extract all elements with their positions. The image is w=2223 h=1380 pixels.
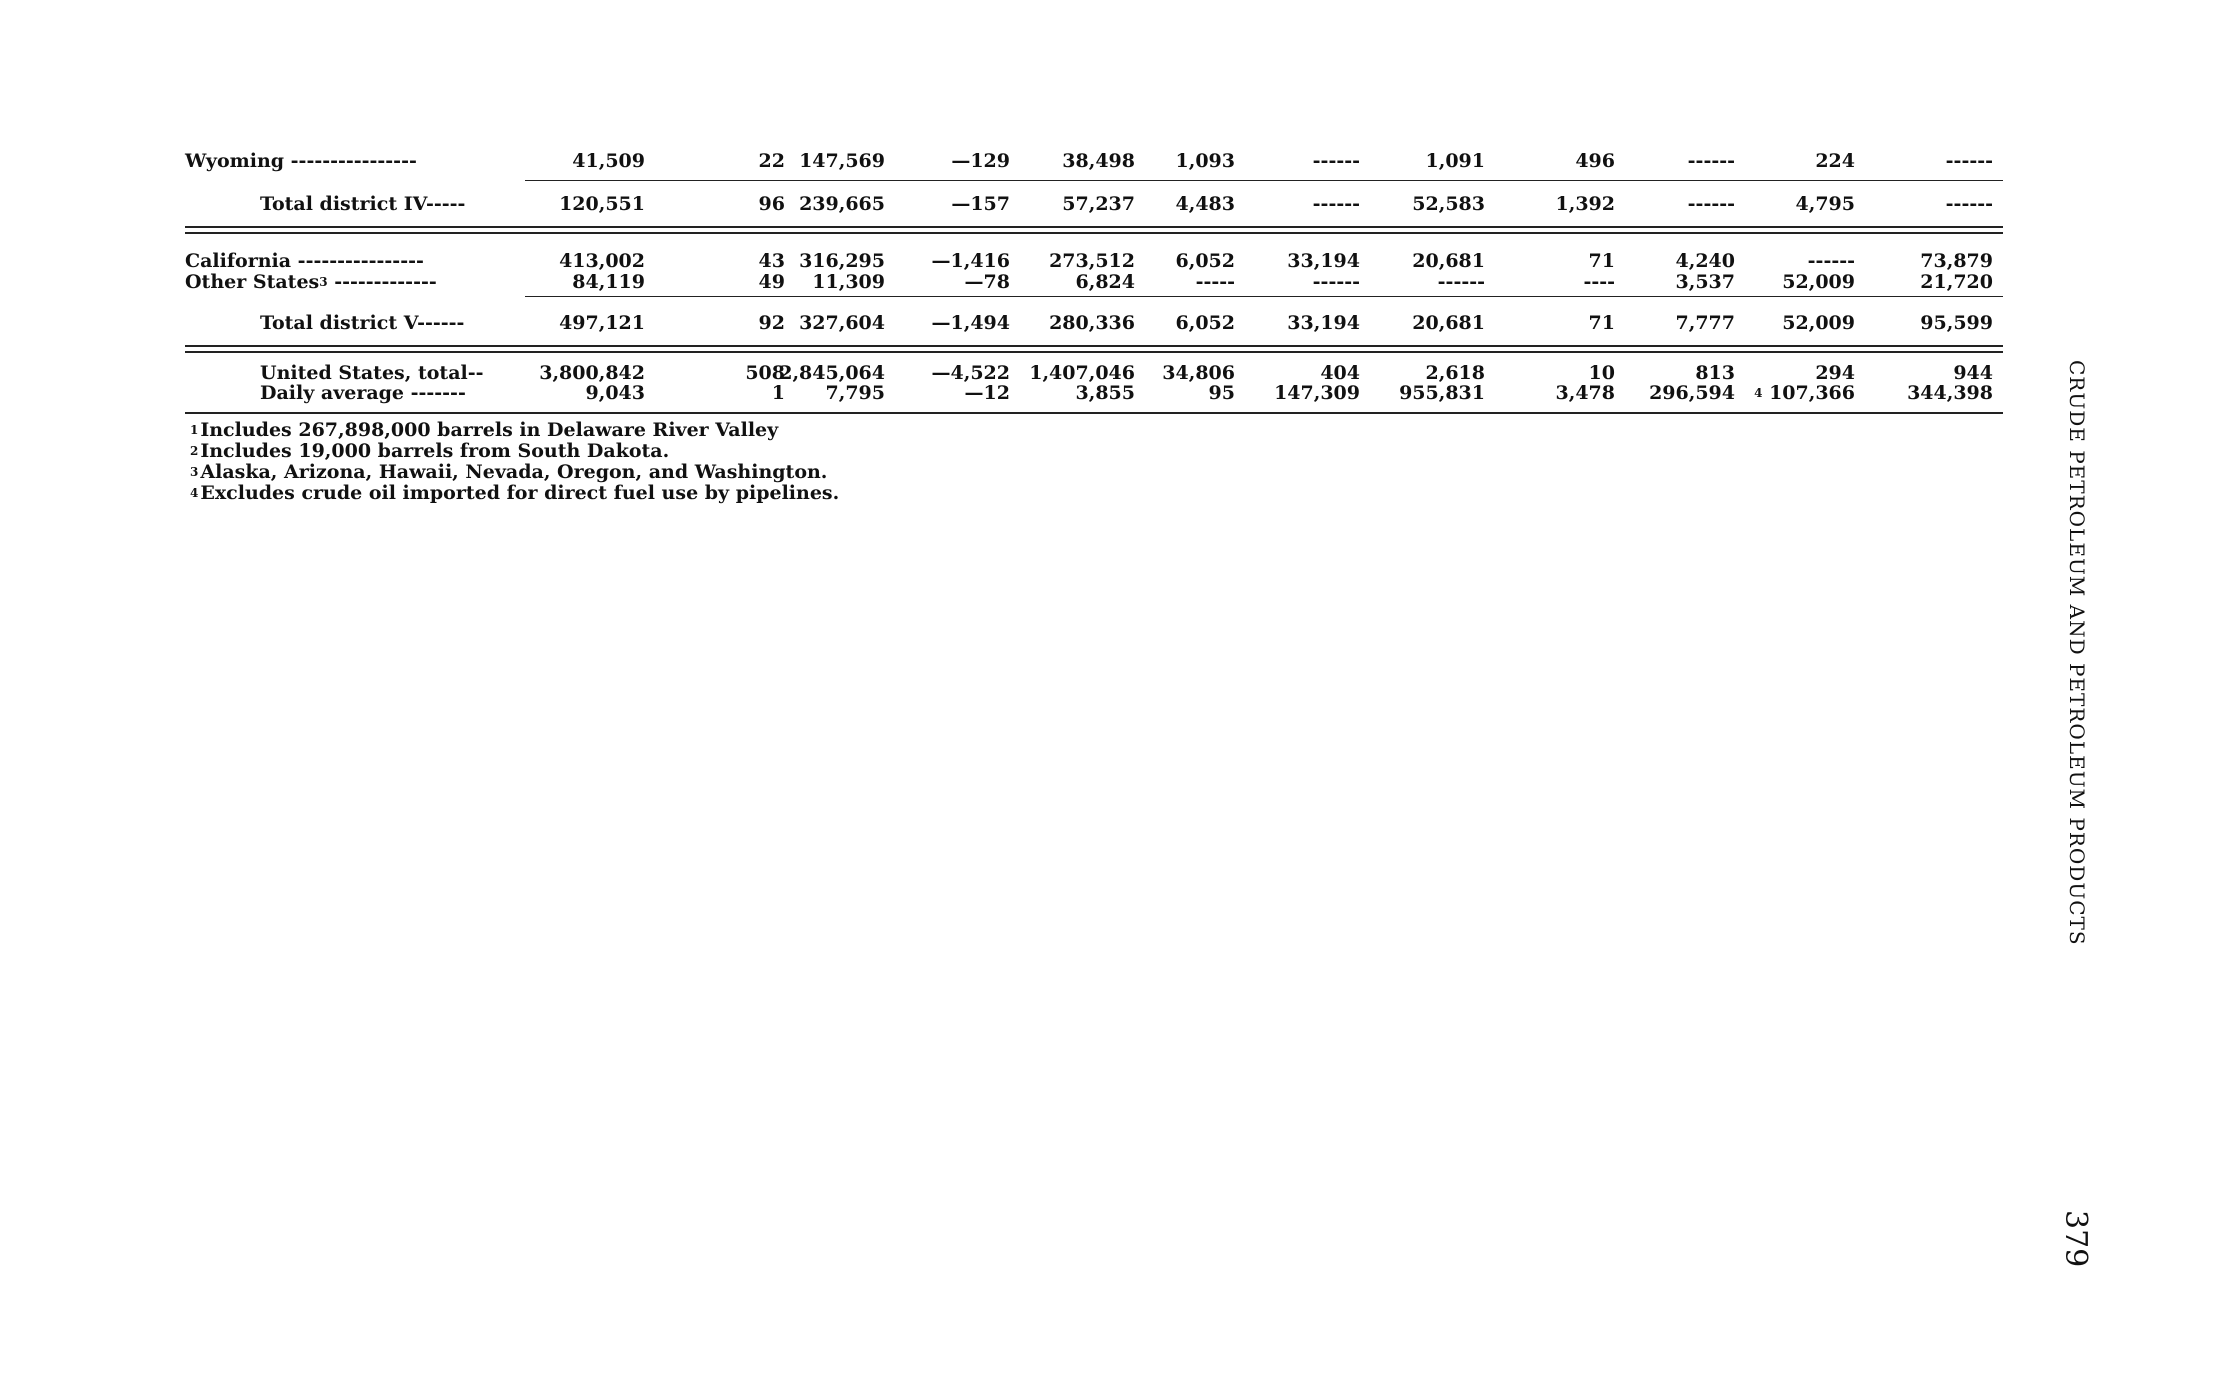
cell: 95 <box>1208 382 1235 404</box>
cell: 147,309 <box>1274 382 1360 404</box>
footnote-mark: 2 <box>190 444 199 458</box>
cell: ------ <box>1687 150 1735 172</box>
cell: 239,665 <box>799 193 885 215</box>
cell: 96 <box>758 193 785 215</box>
cell: 3,800,842 <box>539 362 645 384</box>
footnote-text: Excludes crude oil imported for direct fuel use by pipelines. <box>200 482 840 504</box>
cell: 344,398 <box>1907 382 1993 404</box>
cell: 73,879 <box>1920 250 1993 272</box>
cell: 92 <box>758 312 785 334</box>
cell: 3,478 <box>1555 382 1615 404</box>
footnote-text: Includes 19,000 barrels from South Dakota. <box>200 440 670 462</box>
cell: —4,522 <box>931 362 1010 384</box>
table-rule <box>185 232 2003 234</box>
cell: 84,119 <box>572 271 645 293</box>
cell: 1,407,046 <box>1029 362 1135 384</box>
footnote-ref: 4 <box>1754 386 1763 400</box>
cell: 7,777 <box>1675 312 1735 334</box>
cell: ------ <box>1945 150 1993 172</box>
footnote <box>190 441 839 462</box>
cell: 71 <box>1588 312 1615 334</box>
cell: 52,009 <box>1782 271 1855 293</box>
cell: 34,806 <box>1162 362 1235 384</box>
row-label-leader: ------------- <box>327 271 437 293</box>
cell: 294 <box>1815 362 1855 384</box>
cell: 496 <box>1575 150 1615 172</box>
table-row-total-district-v <box>185 312 2003 334</box>
footnote-text: Alaska, Arizona, Hawaii, Nevada, Oregon, and Washington. <box>200 461 828 483</box>
cell: 280,336 <box>1049 312 1135 334</box>
cell: 95,599 <box>1920 312 1993 334</box>
cell: 20,681 <box>1412 250 1485 272</box>
cell: 4,795 <box>1795 193 1855 215</box>
table-row-wyoming <box>185 150 2003 172</box>
row-label: California ---------------- <box>185 250 424 272</box>
page-number: 379 <box>2058 1210 2093 1268</box>
cell: 57,237 <box>1062 193 1135 215</box>
cell: —157 <box>951 193 1010 215</box>
row-label <box>185 271 437 293</box>
cell: —12 <box>964 382 1010 404</box>
cell: 120,551 <box>559 193 645 215</box>
row-label: Total district V------ <box>260 312 465 334</box>
cell: ------ <box>1945 193 1993 215</box>
cell: ---- <box>1583 271 1615 293</box>
cell: 404 <box>1320 362 1360 384</box>
cell: 3,537 <box>1675 271 1735 293</box>
table-row-daily-average <box>185 382 2003 404</box>
cell-value: 107,366 <box>1769 382 1855 404</box>
table-row-united-states-total <box>185 362 2003 384</box>
cell: 147,569 <box>799 150 885 172</box>
cell: 9,043 <box>585 382 645 404</box>
cell: 4,240 <box>1675 250 1735 272</box>
cell: ------ <box>1312 271 1360 293</box>
cell: 508 <box>745 362 785 384</box>
running-header: CRUDE PETROLEUM AND PETROLEUM PRODUCTS <box>2065 360 2089 946</box>
cell: 43 <box>758 250 785 272</box>
cell: —78 <box>964 271 1010 293</box>
cell: 296,594 <box>1649 382 1735 404</box>
cell: 316,295 <box>799 250 885 272</box>
cell: 955,831 <box>1399 382 1485 404</box>
cell: 2,618 <box>1425 362 1485 384</box>
cell: 327,604 <box>799 312 885 334</box>
table-rule <box>185 351 2003 353</box>
cell: 7,795 <box>825 382 885 404</box>
cell: 1 <box>771 382 785 404</box>
table-row-other-states <box>185 271 2003 293</box>
cell: ------ <box>1807 250 1855 272</box>
cell <box>1740 382 1855 404</box>
cell: ------ <box>1437 271 1485 293</box>
cell: 71 <box>1588 250 1615 272</box>
footnotes <box>190 420 839 504</box>
footnote <box>190 483 839 504</box>
table-rule <box>185 412 2003 414</box>
cell: 273,512 <box>1049 250 1135 272</box>
cell: ----- <box>1195 271 1235 293</box>
cell: 413,002 <box>559 250 645 272</box>
cell: 1,091 <box>1425 150 1485 172</box>
cell: 11,309 <box>812 271 885 293</box>
cell: 1,093 <box>1175 150 1235 172</box>
footnote-mark: 4 <box>190 486 199 500</box>
cell: 22 <box>758 150 785 172</box>
cell: ------ <box>1687 193 1735 215</box>
footnote-text: Includes 267,898,000 barrels in Delaware River Valley <box>200 419 779 441</box>
cell: 6,052 <box>1175 250 1235 272</box>
cell: 3,855 <box>1075 382 1135 404</box>
cell: 33,194 <box>1287 250 1360 272</box>
table-rule <box>525 180 2003 181</box>
cell: —1,416 <box>931 250 1010 272</box>
table-rule <box>525 296 2003 297</box>
statistics-table <box>185 150 2003 404</box>
cell: —129 <box>951 150 1010 172</box>
row-label: United States, total-- <box>260 362 484 384</box>
cell: 21,720 <box>1920 271 1993 293</box>
row-label: Daily average ------- <box>260 382 466 404</box>
table-rule <box>185 226 2003 228</box>
cell: ------ <box>1312 193 1360 215</box>
cell: 813 <box>1695 362 1735 384</box>
cell: 41,509 <box>572 150 645 172</box>
cell: —1,494 <box>931 312 1010 334</box>
cell: 497,121 <box>559 312 645 334</box>
table-rule <box>185 345 2003 347</box>
row-label: Wyoming ---------------- <box>185 150 417 172</box>
footnote <box>190 420 839 441</box>
footnote-mark: 3 <box>190 465 199 479</box>
cell: 52,583 <box>1412 193 1485 215</box>
footnote-mark: 1 <box>190 423 199 437</box>
table-row-total-district-iv <box>185 193 2003 215</box>
footnote-ref: 3 <box>319 275 328 289</box>
cell: 944 <box>1953 362 1993 384</box>
footnote <box>190 462 839 483</box>
cell: 6,052 <box>1175 312 1235 334</box>
cell: 1,392 <box>1555 193 1615 215</box>
cell: 49 <box>758 271 785 293</box>
row-label-text: Other States <box>185 271 320 293</box>
table-row-california <box>185 250 2003 272</box>
cell: 2,845,064 <box>779 362 885 384</box>
cell: 10 <box>1588 362 1615 384</box>
row-label: Total district IV----- <box>260 193 466 215</box>
cell: 6,824 <box>1075 271 1135 293</box>
cell: 52,009 <box>1782 312 1855 334</box>
cell: 38,498 <box>1062 150 1135 172</box>
cell: 20,681 <box>1412 312 1485 334</box>
cell: 33,194 <box>1287 312 1360 334</box>
cell: ------ <box>1312 150 1360 172</box>
cell: 224 <box>1815 150 1855 172</box>
cell: 4,483 <box>1175 193 1235 215</box>
